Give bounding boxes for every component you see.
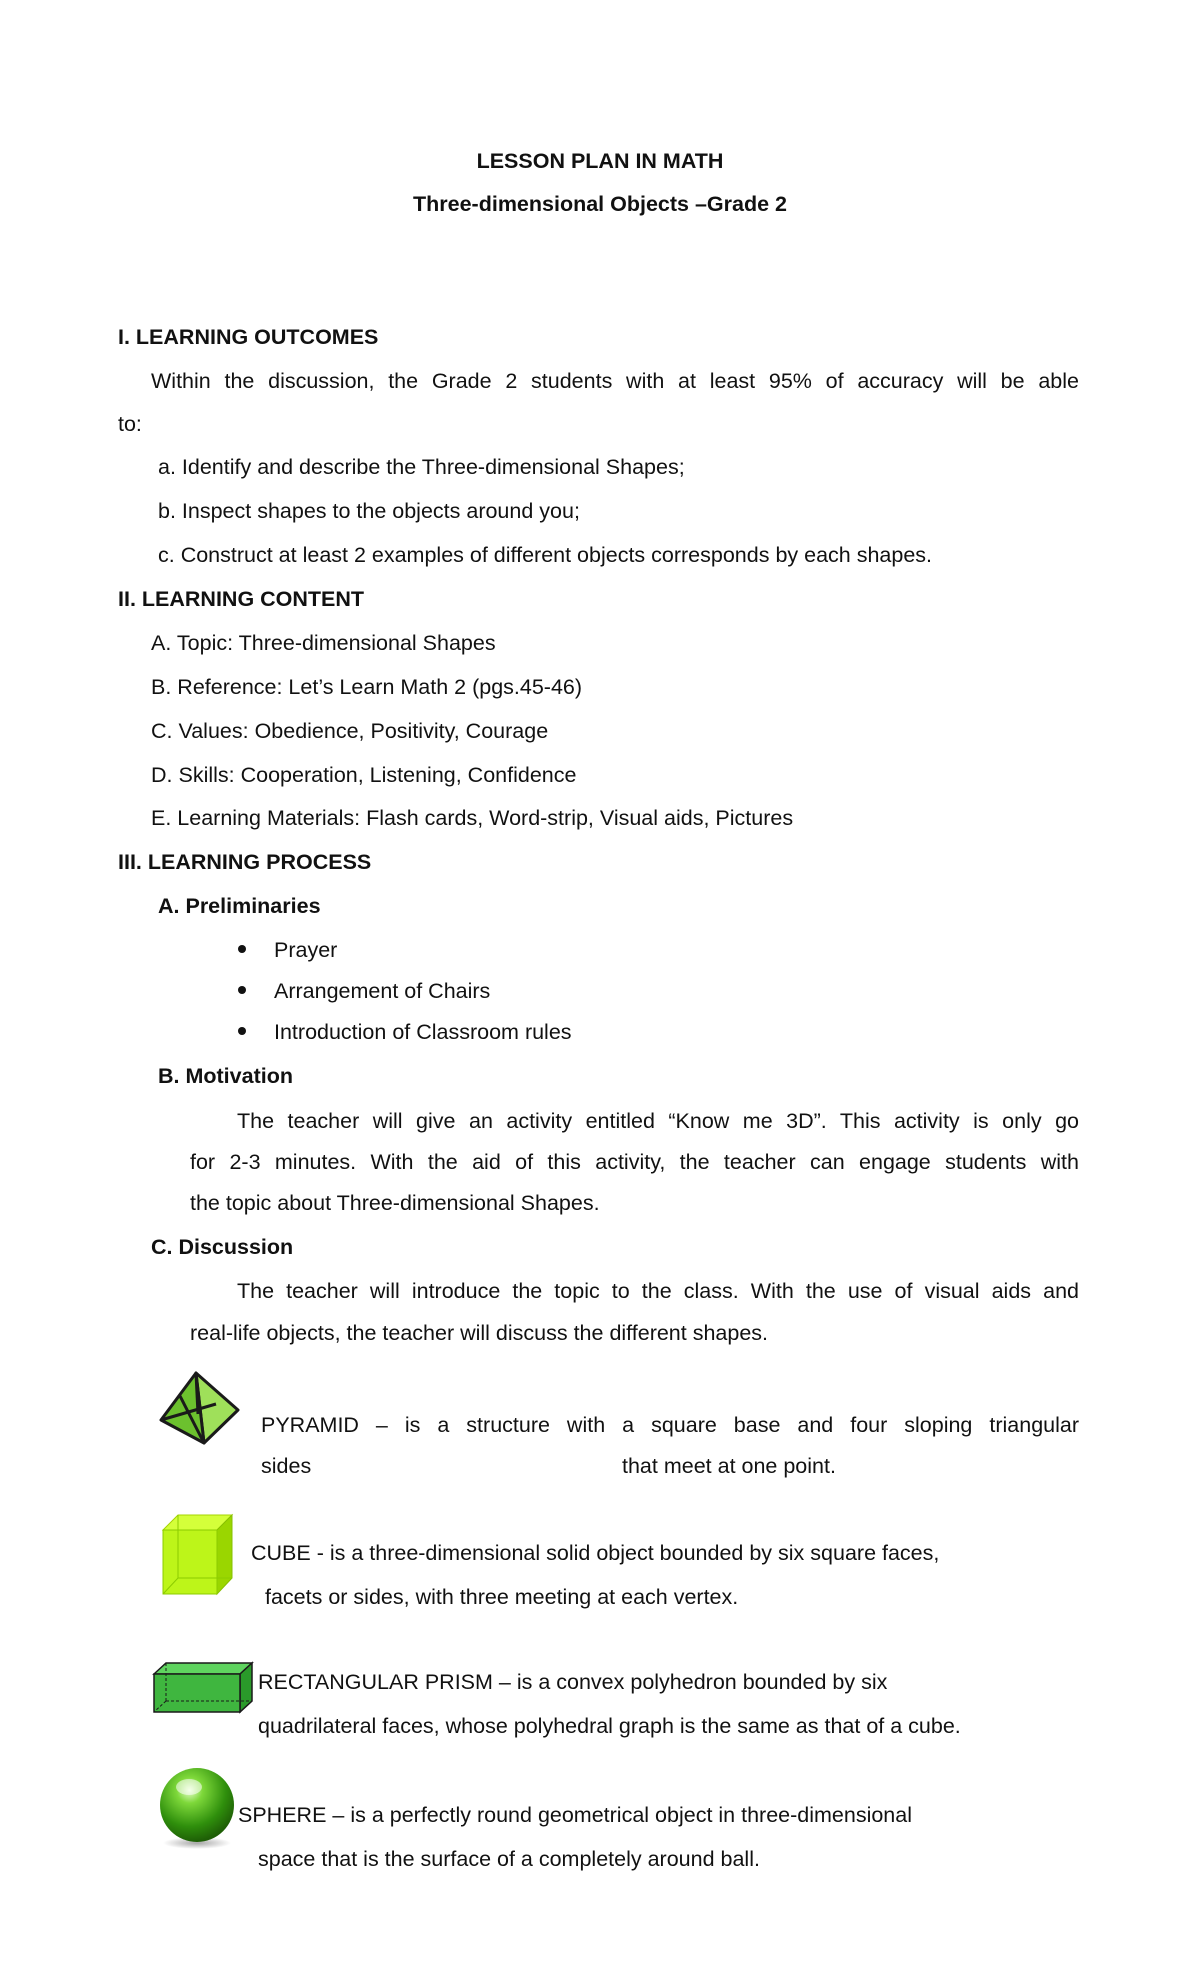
pyramid-line1: PYRAMID – is a structure with a square base and four sloping triangular — [261, 1413, 1079, 1437]
content-item: C. Values: Obedience, Positivity, Courage — [151, 719, 549, 743]
content-item: B. Reference: Let’s Learn Math 2 (pgs.45-46) — [151, 675, 583, 699]
prism-line2: quadrilateral faces, whose polyhedral graph is the same as that of a cube. — [258, 1714, 961, 1738]
discussion-line2: real-life objects, the teacher will discuss the different shapes. — [190, 1321, 769, 1345]
bullet-dot — [238, 986, 246, 994]
outcomes-intro-line1: Within the discussion, the Grade 2 students with at least 95% of accuracy will be able — [151, 369, 1079, 393]
pyramid-icon — [158, 1370, 240, 1446]
outcome-item: c. Construct at least 2 examples of different objects corresponds by each shapes. — [158, 543, 933, 567]
prism-line1: RECTANGULAR PRISM – is a convex polyhedron bounded by six — [258, 1670, 888, 1694]
sphere-line1: SPHERE – is a perfectly round geometrical object in three-dimensional — [238, 1803, 912, 1827]
discussion-line1: The teacher will introduce the topic to the class. With the use of visual aids and — [237, 1279, 1079, 1303]
cube-line2: facets or sides, with three meeting at each vertex. — [265, 1585, 739, 1609]
process-heading: III. LEARNING PROCESS — [118, 850, 372, 874]
bullet-dot — [238, 1027, 246, 1035]
sphere-icon — [155, 1765, 239, 1851]
motivation-line2: for 2-3 minutes. With the aid of this activity, the teacher can engage students with — [190, 1150, 1079, 1174]
outcome-item: b. Inspect shapes to the objects around you; — [158, 499, 580, 523]
content-heading: II. LEARNING CONTENT — [118, 587, 365, 611]
pyramid-line2-end: that meet at one point. — [622, 1454, 836, 1478]
rectangular-prism-icon — [152, 1660, 254, 1715]
preliminaries-bullet: Introduction of Classroom rules — [274, 1020, 572, 1044]
motivation-line1: The teacher will give an activity entitled “Know me 3D”. This activity is only go — [237, 1109, 1079, 1133]
bullet-dot — [238, 945, 246, 953]
discussion-heading: C. Discussion — [151, 1235, 294, 1259]
cube-line1: CUBE - is a three-dimensional solid object bounded by six square faces, — [251, 1541, 940, 1565]
cube-icon — [160, 1512, 236, 1598]
motivation-heading: B. Motivation — [158, 1064, 293, 1088]
sphere-line2: space that is the surface of a completely around ball. — [258, 1847, 760, 1871]
outcomes-heading: I. LEARNING OUTCOMES — [118, 325, 379, 349]
outcome-item: a. Identify and describe the Three-dimensional Shapes; — [158, 455, 685, 479]
content-item: E. Learning Materials: Flash cards, Word-strip, Visual aids, Pictures — [151, 806, 794, 830]
preliminaries-heading: A. Preliminaries — [158, 894, 321, 918]
page-subtitle: Three-dimensional Objects –Grade 2 — [413, 192, 787, 216]
content-item: A. Topic: Three-dimensional Shapes — [151, 631, 496, 655]
page-title: LESSON PLAN IN MATH — [476, 149, 724, 173]
content-item: D. Skills: Cooperation, Listening, Confidence — [151, 763, 577, 787]
preliminaries-bullet: Prayer — [274, 938, 338, 962]
outcomes-intro-line2: to: — [118, 412, 142, 436]
preliminaries-bullet: Arrangement of Chairs — [274, 979, 491, 1003]
motivation-line3: the topic about Three-dimensional Shapes. — [190, 1191, 600, 1215]
pyramid-line2-start: sides — [261, 1454, 312, 1478]
